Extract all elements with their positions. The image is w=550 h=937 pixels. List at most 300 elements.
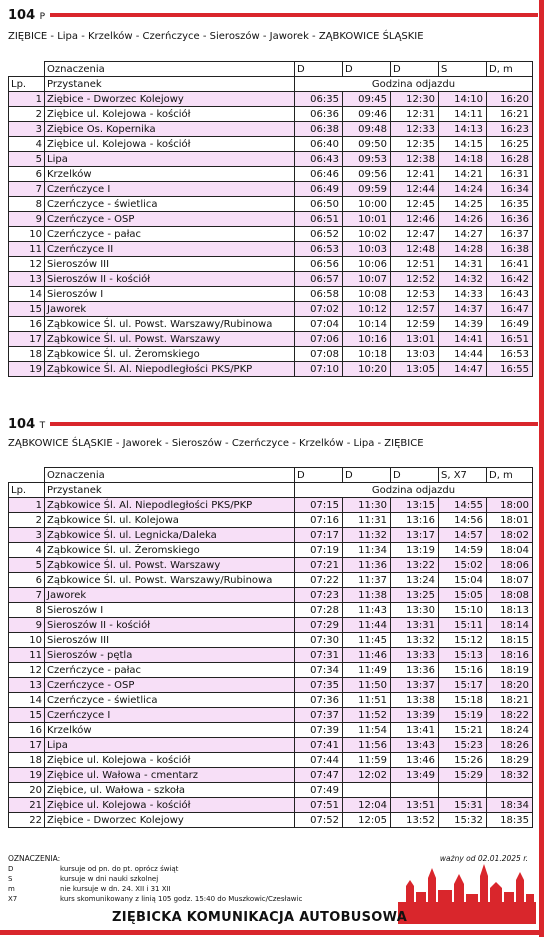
departure-time: 16:55 [487, 362, 533, 377]
stop-number: 18 [9, 347, 45, 362]
departure-time: 16:36 [487, 212, 533, 227]
departure-time: 18:32 [487, 768, 533, 783]
stop-number: 8 [9, 197, 45, 212]
departure-time: 07:34 [295, 663, 343, 678]
departure-time: 12:46 [391, 212, 439, 227]
departure-time: 14:11 [439, 107, 487, 122]
stop-number: 2 [9, 513, 45, 528]
table-row [9, 182, 533, 197]
departure-time: 15:16 [439, 663, 487, 678]
departure-time: 15:29 [439, 768, 487, 783]
departure-time: 13:05 [391, 362, 439, 377]
header-mark: D [391, 468, 439, 483]
departure-time: 12:48 [391, 242, 439, 257]
table-row [9, 573, 533, 588]
departure-time: 13:22 [391, 558, 439, 573]
departure-time: 06:51 [295, 212, 343, 227]
company-name: ZIĘBICKA KOMUNIKACJA AUTOBUSOWA [112, 910, 408, 925]
timetable-104p [8, 61, 533, 377]
departure-time: 11:37 [343, 573, 391, 588]
stop-name: Lipa [45, 152, 295, 167]
departure-time: 09:56 [343, 167, 391, 182]
header-blank [9, 62, 45, 77]
departure-time: 07:17 [295, 528, 343, 543]
legend-code: X7 [8, 895, 18, 903]
header-blank [9, 468, 45, 483]
stop-number: 11 [9, 242, 45, 257]
departure-time: 06:58 [295, 287, 343, 302]
stop-name: Ziębice ul. Kolejowa - kościół [45, 137, 295, 152]
departure-time: 11:52 [343, 708, 391, 723]
departure-time: 10:02 [343, 227, 391, 242]
stop-number: 8 [9, 603, 45, 618]
departure-time: 13:51 [391, 798, 439, 813]
departure-time: 14:56 [439, 513, 487, 528]
departure-time: 09:46 [343, 107, 391, 122]
departure-time: 14:27 [439, 227, 487, 242]
table-row [9, 528, 533, 543]
departure-time: 10:14 [343, 317, 391, 332]
table-row [9, 92, 533, 107]
departure-time: 14:59 [439, 543, 487, 558]
stop-number: 6 [9, 167, 45, 182]
departure-time: 11:34 [343, 543, 391, 558]
departure-time: 07:08 [295, 347, 343, 362]
departure-time: 16:23 [487, 122, 533, 137]
departure-time: 10:07 [343, 272, 391, 287]
table-row [9, 558, 533, 573]
departure-time: 18:35 [487, 813, 533, 828]
departure-time: 18:06 [487, 558, 533, 573]
departure-time: 12:02 [343, 768, 391, 783]
table-row [9, 242, 533, 257]
timetable-104t [8, 467, 533, 828]
table-row [9, 738, 533, 753]
stop-number: 3 [9, 122, 45, 137]
header-oznaczenia: Oznaczenia [45, 468, 295, 483]
table-row [9, 317, 533, 332]
legend-item [8, 874, 302, 884]
stop-name: Czerńczyce II [45, 242, 295, 257]
header-mark: D [343, 468, 391, 483]
legend-code: S [8, 875, 13, 883]
departure-time: 11:43 [343, 603, 391, 618]
departure-time: 14:32 [439, 272, 487, 287]
table-row [9, 122, 533, 137]
departure-time: 12:41 [391, 167, 439, 182]
departure-time: 11:56 [343, 738, 391, 753]
departure-time: 13:37 [391, 678, 439, 693]
departure-time: 14:26 [439, 212, 487, 227]
table-row [9, 513, 533, 528]
departure-time: 12:30 [391, 92, 439, 107]
departure-time: 13:03 [391, 347, 439, 362]
stop-name: Sieroszów III [45, 633, 295, 648]
route-description: ZIĘBICE - Lipa - Krzelków - Czerńczyce - Sieroszów - Jaworek - ZĄBKOWICE ŚLĄSKIE [8, 31, 424, 42]
departure-time: 15:26 [439, 753, 487, 768]
departure-time: 07:30 [295, 633, 343, 648]
table-row [9, 603, 533, 618]
stop-number: 5 [9, 558, 45, 573]
departure-time: 16:35 [487, 197, 533, 212]
table-row [9, 663, 533, 678]
legend-code: D [8, 865, 14, 873]
departure-time: 14:33 [439, 287, 487, 302]
departure-time: 13:25 [391, 588, 439, 603]
stop-number: 10 [9, 227, 45, 242]
table-row [9, 347, 533, 362]
table-row [9, 633, 533, 648]
table-row [9, 302, 533, 317]
departure-time: 13:17 [391, 528, 439, 543]
departure-time: 14:55 [439, 498, 487, 513]
departure-time: 16:38 [487, 242, 533, 257]
stop-name: Ziębice ul. Kolejowa - kościół [45, 798, 295, 813]
departure-time: 16:37 [487, 227, 533, 242]
legend-title: OZNACZENIA: [8, 854, 61, 863]
stop-number: 12 [9, 663, 45, 678]
departure-time: 06:38 [295, 122, 343, 137]
departure-time: 07:51 [295, 798, 343, 813]
departure-time: 18:20 [487, 678, 533, 693]
table-row [9, 137, 533, 152]
header-row-labels [9, 77, 533, 92]
table-row [9, 768, 533, 783]
departure-time: 10:03 [343, 242, 391, 257]
header-row-labels [9, 483, 533, 498]
departure-time: 14:18 [439, 152, 487, 167]
departure-time: 11:44 [343, 618, 391, 633]
stop-name: Czerńczyce - OSP [45, 212, 295, 227]
stop-name: Czerńczyce I [45, 708, 295, 723]
departure-time: 12:45 [391, 197, 439, 212]
departure-time: 13:41 [391, 723, 439, 738]
legend-text: kursuje od pn. do pt. oprócz świąt [60, 865, 179, 873]
stop-name: Sieroszów I [45, 603, 295, 618]
departure-time: 11:38 [343, 588, 391, 603]
table-row [9, 272, 533, 287]
stop-number: 14 [9, 693, 45, 708]
stop-name: Ząbkowice Śl. ul. Kolejowa [45, 513, 295, 528]
departure-time [487, 783, 533, 798]
header-mark: D [295, 62, 343, 77]
departure-time: 18:19 [487, 663, 533, 678]
stop-number: 11 [9, 648, 45, 663]
stop-name: Ząbkowice Śl. ul. Powst. Warszawy/Rubinowa [45, 573, 295, 588]
stop-name: Ziębice - Dworzec Kolejowy [45, 813, 295, 828]
departure-time: 07:06 [295, 332, 343, 347]
table-row [9, 753, 533, 768]
departure-time: 12:53 [391, 287, 439, 302]
departure-time: 10:20 [343, 362, 391, 377]
table-row [9, 648, 533, 663]
departure-time: 13:15 [391, 498, 439, 513]
departure-time: 12:44 [391, 182, 439, 197]
stop-name: Ziębice, ul. Wałowa - szkoła [45, 783, 295, 798]
legend-text: kursuje w dni nauki szkolnej [60, 875, 159, 883]
departure-time: 14:21 [439, 167, 487, 182]
table-row [9, 813, 533, 828]
departure-time: 15:23 [439, 738, 487, 753]
stop-number: 5 [9, 152, 45, 167]
table-row [9, 693, 533, 708]
departure-time: 11:46 [343, 648, 391, 663]
route-number: 104 T [8, 417, 46, 432]
departure-time: 12:35 [391, 137, 439, 152]
stop-number: 14 [9, 287, 45, 302]
table-row [9, 167, 533, 182]
table-row [9, 723, 533, 738]
departure-time: 07:04 [295, 317, 343, 332]
departure-time: 15:10 [439, 603, 487, 618]
departure-time: 06:43 [295, 152, 343, 167]
stop-name: Ząbkowice Śl. Al. Niepodległości PKS/PKP [45, 498, 295, 513]
table-row [9, 152, 533, 167]
departure-time: 15:12 [439, 633, 487, 648]
legend-text: nie kursuje w dn. 24. XII i 31 XII [60, 885, 171, 893]
departure-time: 18:13 [487, 603, 533, 618]
legend [8, 854, 302, 904]
table-row [9, 783, 533, 798]
red-header-bar [50, 422, 538, 426]
departure-time: 10:18 [343, 347, 391, 362]
table-row [9, 212, 533, 227]
stop-name: Czerńczyce - OSP [45, 678, 295, 693]
departure-time: 07:28 [295, 603, 343, 618]
table-row [9, 798, 533, 813]
departure-time: 14:13 [439, 122, 487, 137]
departure-time: 16:41 [487, 257, 533, 272]
departure-time: 14:25 [439, 197, 487, 212]
departure-time: 13:43 [391, 738, 439, 753]
stop-number: 4 [9, 543, 45, 558]
departure-time: 13:16 [391, 513, 439, 528]
departure-time: 07:29 [295, 618, 343, 633]
departure-time: 13:36 [391, 663, 439, 678]
departure-time: 06:35 [295, 92, 343, 107]
departure-time: 16:34 [487, 182, 533, 197]
departure-time: 18:21 [487, 693, 533, 708]
departure-time: 14:31 [439, 257, 487, 272]
departure-time: 07:22 [295, 573, 343, 588]
stop-number: 21 [9, 798, 45, 813]
stop-name: Ząbkowice Śl. ul. Powst. Warszawy [45, 332, 295, 347]
departure-time: 15:21 [439, 723, 487, 738]
stop-number: 15 [9, 302, 45, 317]
departure-time: 18:29 [487, 753, 533, 768]
stop-number: 6 [9, 573, 45, 588]
departure-time: 16:51 [487, 332, 533, 347]
departure-time: 12:52 [391, 272, 439, 287]
legend-item [8, 884, 302, 894]
valid-from: ważny od 02.01.2025 r. [439, 854, 528, 863]
stop-number: 19 [9, 768, 45, 783]
departure-time: 07:35 [295, 678, 343, 693]
departure-time: 11:45 [343, 633, 391, 648]
stop-name: Ziębice ul. Kolejowa - kościół [45, 107, 295, 122]
stop-number: 13 [9, 272, 45, 287]
stop-name: Sieroszów - pętla [45, 648, 295, 663]
departure-time: 12:38 [391, 152, 439, 167]
stop-number: 3 [9, 528, 45, 543]
table-row [9, 107, 533, 122]
departure-time: 16:28 [487, 152, 533, 167]
departure-time: 15:32 [439, 813, 487, 828]
legend-code: m [8, 885, 15, 893]
departure-time: 15:05 [439, 588, 487, 603]
departure-time: 11:31 [343, 513, 391, 528]
route-description: ZĄBKOWICE ŚLĄSKIE - Jaworek - Sieroszów - Czerńczyce - Krzelków - Lipa - ZIĘBICE [8, 438, 424, 449]
departure-time: 15:04 [439, 573, 487, 588]
city-skyline-logo [398, 864, 536, 924]
departure-time: 09:59 [343, 182, 391, 197]
stop-number: 16 [9, 317, 45, 332]
departure-time: 06:50 [295, 197, 343, 212]
table-row [9, 618, 533, 633]
stop-number: 7 [9, 182, 45, 197]
departure-time: 15:13 [439, 648, 487, 663]
header-godzina: Godzina odjazdu [295, 483, 533, 498]
stop-number: 1 [9, 92, 45, 107]
departure-time: 14:10 [439, 92, 487, 107]
departure-time: 12:57 [391, 302, 439, 317]
departure-time: 13:32 [391, 633, 439, 648]
stop-name: Krzelków [45, 167, 295, 182]
departure-time: 11:51 [343, 693, 391, 708]
stop-name: Czerńczyce - pałac [45, 663, 295, 678]
departure-time [391, 783, 439, 798]
departure-time: 10:06 [343, 257, 391, 272]
departure-time: 13:52 [391, 813, 439, 828]
departure-time: 12:04 [343, 798, 391, 813]
header-lp: Lp. [9, 483, 45, 498]
departure-time: 07:44 [295, 753, 343, 768]
departure-time: 07:52 [295, 813, 343, 828]
departure-time: 14:41 [439, 332, 487, 347]
departure-time: 13:19 [391, 543, 439, 558]
departure-time: 18:08 [487, 588, 533, 603]
stop-name: Ząbkowice Śl. ul. Powst. Warszawy/Rubinowa [45, 317, 295, 332]
header-oznaczenia: Oznaczenia [45, 62, 295, 77]
departure-time: 11:59 [343, 753, 391, 768]
stop-name: Ząbkowice Śl. ul. Legnicka/Daleka [45, 528, 295, 543]
stop-number: 1 [9, 498, 45, 513]
departure-time: 13:49 [391, 768, 439, 783]
departure-time: 10:00 [343, 197, 391, 212]
departure-time: 14:28 [439, 242, 487, 257]
departure-time: 15:31 [439, 798, 487, 813]
departure-time: 09:50 [343, 137, 391, 152]
legend-item [8, 864, 302, 874]
departure-time: 12:59 [391, 317, 439, 332]
departure-time: 13:24 [391, 573, 439, 588]
departure-time: 06:49 [295, 182, 343, 197]
header-mark: D [295, 468, 343, 483]
table-row [9, 362, 533, 377]
stop-number: 13 [9, 678, 45, 693]
stop-name: Ząbkowice Śl. ul. Żeromskiego [45, 347, 295, 362]
departure-time: 06:36 [295, 107, 343, 122]
departure-time: 07:19 [295, 543, 343, 558]
stop-number: 2 [9, 107, 45, 122]
stop-number: 15 [9, 708, 45, 723]
departure-time: 15:02 [439, 558, 487, 573]
departure-time: 18:07 [487, 573, 533, 588]
stop-name: Krzelków [45, 723, 295, 738]
departure-time: 11:54 [343, 723, 391, 738]
departure-time: 18:00 [487, 498, 533, 513]
departure-time: 14:44 [439, 347, 487, 362]
table-row [9, 498, 533, 513]
departure-time: 18:24 [487, 723, 533, 738]
departure-time: 18:02 [487, 528, 533, 543]
departure-time: 18:04 [487, 543, 533, 558]
legend-text: kurs skomunikowany z linią 105 godz. 15:40 do Muszkowic/Czesławic [60, 895, 303, 903]
stop-number: 18 [9, 753, 45, 768]
table-row [9, 287, 533, 302]
header-mark: D, m [487, 62, 533, 77]
stop-name: Jaworek [45, 302, 295, 317]
departure-time: 13:30 [391, 603, 439, 618]
bottom-red-border [0, 930, 544, 935]
stop-name: Jaworek [45, 588, 295, 603]
table-row [9, 543, 533, 558]
departure-time: 12:33 [391, 122, 439, 137]
departure-time: 13:39 [391, 708, 439, 723]
departure-time [439, 783, 487, 798]
departure-time: 13:31 [391, 618, 439, 633]
stop-number: 17 [9, 332, 45, 347]
departure-time: 07:10 [295, 362, 343, 377]
departure-time: 16:20 [487, 92, 533, 107]
stop-number: 4 [9, 137, 45, 152]
departure-time: 14:57 [439, 528, 487, 543]
departure-time: 15:17 [439, 678, 487, 693]
departure-time: 15:18 [439, 693, 487, 708]
departure-time: 07:47 [295, 768, 343, 783]
departure-time: 18:16 [487, 648, 533, 663]
departure-time: 09:48 [343, 122, 391, 137]
table-row [9, 257, 533, 272]
header-lp: Lp. [9, 77, 45, 92]
stop-number: 9 [9, 618, 45, 633]
departure-time: 18:26 [487, 738, 533, 753]
departure-time: 10:08 [343, 287, 391, 302]
header-row-marks [9, 62, 533, 77]
departure-time: 06:46 [295, 167, 343, 182]
departure-time: 18:22 [487, 708, 533, 723]
table-row [9, 227, 533, 242]
departure-time: 12:47 [391, 227, 439, 242]
stop-number: 19 [9, 362, 45, 377]
departure-time: 07:39 [295, 723, 343, 738]
departure-time: 18:14 [487, 618, 533, 633]
departure-time: 07:23 [295, 588, 343, 603]
departure-time: 13:01 [391, 332, 439, 347]
departure-time: 11:30 [343, 498, 391, 513]
stop-name: Czerńczyce I [45, 182, 295, 197]
departure-time: 15:11 [439, 618, 487, 633]
departure-time: 11:49 [343, 663, 391, 678]
departure-time: 14:47 [439, 362, 487, 377]
departure-time: 16:25 [487, 137, 533, 152]
departure-time: 13:38 [391, 693, 439, 708]
departure-time: 11:36 [343, 558, 391, 573]
departure-time: 16:31 [487, 167, 533, 182]
departure-time: 16:21 [487, 107, 533, 122]
stop-number: 17 [9, 738, 45, 753]
stop-name: Ząbkowice Śl. ul. Żeromskiego [45, 543, 295, 558]
